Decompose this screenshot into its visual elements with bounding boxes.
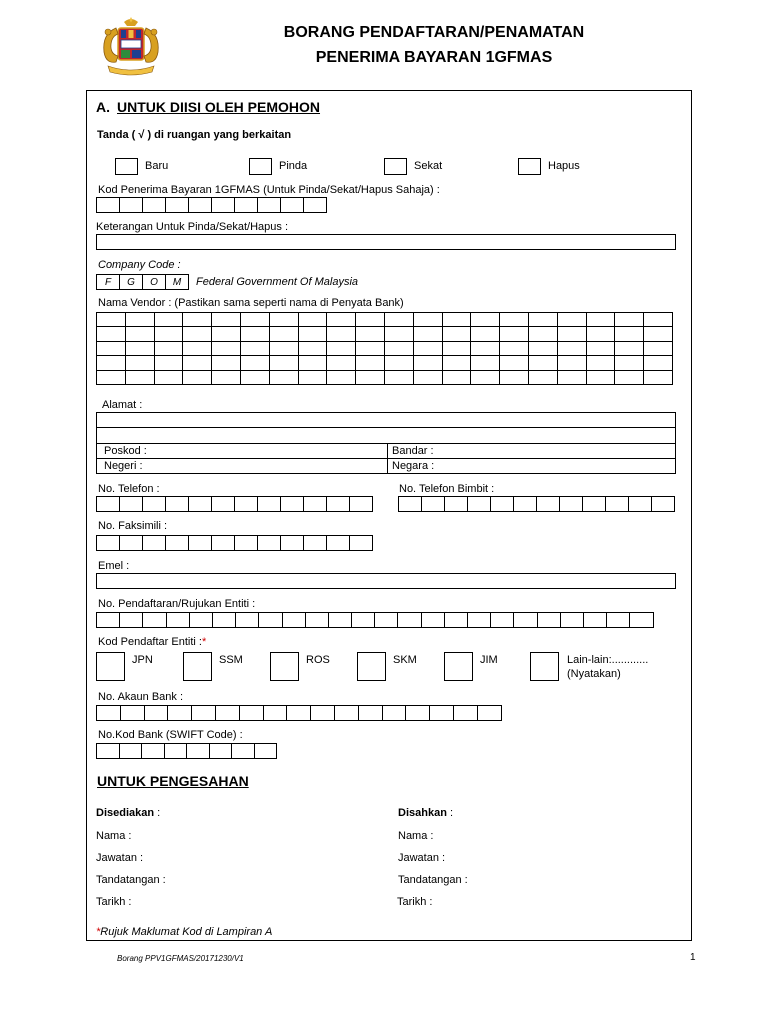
label-ssm: SSM	[219, 654, 243, 666]
grid-cell[interactable]	[327, 327, 356, 341]
company-code-label: Company Code :	[98, 259, 181, 271]
char-box[interactable]	[234, 197, 258, 213]
grid-cell[interactable]	[97, 370, 126, 384]
keterangan-label: Keterangan Untuk Pinda/Sekat/Hapus :	[96, 221, 289, 233]
grid-cell[interactable]	[298, 313, 327, 327]
char-box[interactable]	[211, 535, 235, 551]
char-box[interactable]	[397, 612, 421, 628]
char-box[interactable]	[405, 705, 430, 721]
checkbox-lain-lain[interactable]	[530, 652, 559, 681]
footnote	[96, 926, 272, 939]
emel-label: Emel :	[98, 560, 130, 572]
grid-row	[97, 356, 673, 370]
char-box[interactable]	[310, 705, 335, 721]
form-title-line2: PENERIMA BAYARAN 1GFMAS	[315, 49, 553, 66]
grid-cell[interactable]	[615, 341, 644, 355]
char-box[interactable]	[257, 496, 281, 512]
alamat-line1[interactable]	[96, 412, 676, 428]
company-code-char: M	[165, 274, 189, 290]
grid-cell[interactable]	[557, 370, 586, 384]
grid-cell[interactable]	[413, 356, 442, 370]
grid-cell[interactable]	[240, 341, 269, 355]
char-box[interactable]	[351, 612, 375, 628]
char-box[interactable]	[326, 496, 350, 512]
char-box[interactable]	[188, 197, 212, 213]
char-box[interactable]	[374, 612, 398, 628]
grid-cell[interactable]	[557, 327, 586, 341]
form-title-line1: BORANG PENDAFTARAN/PENAMATAN	[283, 24, 585, 41]
char-box[interactable]	[513, 612, 537, 628]
grid-cell[interactable]	[240, 313, 269, 327]
char-box[interactable]	[96, 197, 120, 213]
grid-cell[interactable]	[528, 313, 557, 327]
grid-cell[interactable]	[97, 341, 126, 355]
grid-cell[interactable]	[413, 370, 442, 384]
char-box[interactable]	[490, 612, 514, 628]
char-box[interactable]	[651, 496, 675, 512]
grid-cell[interactable]	[298, 356, 327, 370]
grid-cell[interactable]	[356, 370, 385, 384]
grid-cell[interactable]	[327, 356, 356, 370]
char-box[interactable]	[583, 612, 607, 628]
grid-cell[interactable]	[212, 327, 241, 341]
grid-cell[interactable]	[644, 356, 673, 370]
grid-cell[interactable]	[154, 341, 183, 355]
checkbox-jpn[interactable]	[96, 652, 125, 681]
char-box[interactable]	[326, 535, 350, 551]
char-box[interactable]	[536, 496, 560, 512]
char-box[interactable]	[211, 496, 235, 512]
nama-vendor-grid[interactable]	[96, 312, 673, 385]
char-box[interactable]	[188, 535, 212, 551]
grid-cell[interactable]	[240, 356, 269, 370]
grid-cell[interactable]	[442, 341, 471, 355]
char-box[interactable]	[467, 496, 491, 512]
akaun-bank-label: No. Akaun Bank :	[98, 691, 183, 703]
grid-cell[interactable]	[97, 327, 126, 341]
char-box[interactable]	[119, 197, 143, 213]
label-skm: SKM	[393, 654, 417, 666]
kod-pendaftar-text: Kod Pendaftar Entiti :	[98, 636, 202, 648]
grid-cell[interactable]	[500, 327, 529, 341]
char-box[interactable]	[282, 612, 306, 628]
telefon-boxes[interactable]	[96, 496, 373, 512]
char-box[interactable]	[629, 612, 653, 628]
pengesahan-title: UNTUK PENGESAHAN	[97, 773, 249, 789]
char-box[interactable]	[231, 743, 255, 759]
telefon-bimbit-label: No. Telefon Bimbit :	[399, 483, 495, 495]
bandar-label: Bandar :	[392, 445, 434, 457]
grid-cell[interactable]	[644, 313, 673, 327]
grid-cell[interactable]	[240, 370, 269, 384]
grid-cell[interactable]	[384, 313, 413, 327]
char-box[interactable]	[239, 705, 264, 721]
alamat-label: Alamat :	[102, 399, 143, 411]
char-box[interactable]	[234, 535, 258, 551]
grid-cell[interactable]	[615, 313, 644, 327]
char-box[interactable]	[263, 705, 288, 721]
char-box[interactable]	[280, 496, 304, 512]
disahkan-nama-label: Nama :	[398, 830, 434, 842]
grid-cell[interactable]	[644, 341, 673, 355]
label-jim: JIM	[480, 654, 498, 666]
char-box[interactable]	[628, 496, 652, 512]
kod-bank-boxes[interactable]	[96, 743, 277, 759]
grid-cell[interactable]	[557, 341, 586, 355]
grid-cell[interactable]	[528, 370, 557, 384]
char-box[interactable]	[257, 197, 281, 213]
char-box[interactable]	[559, 496, 583, 512]
company-code-boxes	[96, 274, 189, 290]
negeri-label: Negeri :	[104, 460, 143, 472]
char-box[interactable]	[215, 705, 240, 721]
char-box[interactable]	[96, 535, 120, 551]
label-pinda: Pinda	[279, 160, 308, 172]
footnote-star: *	[96, 926, 101, 938]
grid-cell[interactable]	[413, 327, 442, 341]
grid-cell[interactable]	[356, 341, 385, 355]
disediakan-nama-label: Nama :	[96, 830, 132, 842]
char-box[interactable]	[119, 535, 143, 551]
grid-cell[interactable]	[384, 341, 413, 355]
grid-cell[interactable]	[528, 341, 557, 355]
grid-cell[interactable]	[471, 341, 500, 355]
grid-cell[interactable]	[500, 313, 529, 327]
char-box[interactable]	[186, 743, 210, 759]
disahkan-tandatangan-label: Tandatangan :	[398, 874, 468, 886]
company-code-char: G	[119, 274, 143, 290]
char-box[interactable]	[142, 535, 166, 551]
char-box[interactable]	[188, 496, 212, 512]
char-box[interactable]	[605, 496, 629, 512]
char-box[interactable]	[119, 496, 143, 512]
grid-cell[interactable]	[384, 356, 413, 370]
grid-cell[interactable]	[212, 370, 241, 384]
char-box[interactable]	[142, 197, 166, 213]
checkbox-ros[interactable]	[270, 652, 299, 681]
disahkan-tarikh-label: Tarikh :	[397, 896, 433, 908]
grid-cell[interactable]	[298, 327, 327, 341]
checkbox-ssm[interactable]	[183, 652, 212, 681]
grid-row	[97, 313, 673, 327]
emel-field[interactable]	[96, 573, 676, 589]
grid-row	[97, 341, 673, 355]
company-code-char: F	[96, 274, 120, 290]
checkbox-pinda[interactable]	[249, 158, 272, 175]
grid-cell[interactable]	[586, 356, 615, 370]
grid-cell[interactable]	[269, 356, 298, 370]
disediakan-colon: :	[154, 807, 161, 819]
grid-cell[interactable]	[442, 356, 471, 370]
char-box[interactable]	[165, 197, 189, 213]
disahkan-jawatan-label: Jawatan :	[398, 852, 446, 864]
grid-cell[interactable]	[471, 370, 500, 384]
char-box[interactable]	[303, 496, 327, 512]
char-box[interactable]	[560, 612, 584, 628]
char-box[interactable]	[96, 496, 120, 512]
instruction-text: Tanda ( √ ) di ruangan yang berkaitan	[97, 129, 292, 141]
grid-cell[interactable]	[154, 327, 183, 341]
checkbox-hapus[interactable]	[518, 158, 541, 175]
grid-cell[interactable]	[442, 370, 471, 384]
label-lain-lain: Lain-lain:............	[567, 654, 649, 666]
char-box[interactable]	[235, 612, 259, 628]
char-box[interactable]	[421, 496, 445, 512]
char-box[interactable]	[303, 197, 327, 213]
grid-cell[interactable]	[240, 327, 269, 341]
char-box[interactable]	[144, 705, 169, 721]
char-box[interactable]	[453, 705, 478, 721]
char-box[interactable]	[142, 496, 166, 512]
telefon-bimbit-boxes[interactable]	[398, 496, 675, 512]
char-box[interactable]	[444, 496, 468, 512]
nama-vendor-label: Nama Vendor : (Pastikan sama seperti nama di Penyata Bank)	[98, 297, 404, 309]
char-box[interactable]	[96, 705, 121, 721]
disediakan-text: Disediakan	[96, 807, 155, 819]
char-box[interactable]	[477, 705, 502, 721]
char-box[interactable]	[258, 612, 282, 628]
char-box[interactable]	[286, 705, 311, 721]
char-box[interactable]	[280, 197, 304, 213]
char-box[interactable]	[429, 705, 454, 721]
grid-cell[interactable]	[384, 327, 413, 341]
grid-cell[interactable]	[528, 327, 557, 341]
grid-cell[interactable]	[269, 341, 298, 355]
grid-cell[interactable]	[125, 341, 154, 355]
grid-cell[interactable]	[154, 356, 183, 370]
kod-bank-label: No.Kod Bank (SWIFT Code) :	[98, 729, 243, 741]
grid-cell[interactable]	[125, 327, 154, 341]
grid-cell[interactable]	[356, 313, 385, 327]
grid-cell[interactable]	[183, 327, 212, 341]
disahkan-label	[398, 807, 453, 820]
grid-cell[interactable]	[183, 341, 212, 355]
disahkan-text: Disahkan	[398, 807, 447, 819]
checkbox-baru[interactable]	[115, 158, 138, 175]
kod-penerima-boxes[interactable]	[96, 197, 327, 213]
grid-cell[interactable]	[327, 313, 356, 327]
grid-cell[interactable]	[154, 313, 183, 327]
grid-cell[interactable]	[557, 313, 586, 327]
grid-cell[interactable]	[356, 327, 385, 341]
disahkan-colon: :	[446, 807, 454, 819]
char-box[interactable]	[303, 535, 327, 551]
char-box[interactable]	[189, 612, 213, 628]
pendaftaran-label: No. Pendaftaran/Rujukan Entiti :	[98, 598, 256, 610]
char-box[interactable]	[141, 743, 165, 759]
grid-cell[interactable]	[183, 370, 212, 384]
char-box[interactable]	[254, 743, 278, 759]
grid-cell[interactable]	[97, 313, 126, 327]
char-box[interactable]	[119, 743, 143, 759]
char-box[interactable]	[280, 535, 304, 551]
char-box[interactable]	[165, 496, 189, 512]
grid-cell[interactable]	[500, 370, 529, 384]
char-box[interactable]	[211, 197, 235, 213]
grid-cell[interactable]	[183, 356, 212, 370]
char-box[interactable]	[191, 705, 216, 721]
char-box[interactable]	[606, 612, 630, 628]
faksimili-label: No. Faksimili :	[98, 520, 168, 532]
grid-cell[interactable]	[298, 341, 327, 355]
grid-cell[interactable]	[413, 341, 442, 355]
grid-cell[interactable]	[183, 313, 212, 327]
checkbox-jim[interactable]	[444, 652, 473, 681]
negara-label: Negara :	[392, 460, 435, 472]
section-a-letter: A.	[96, 99, 110, 115]
grid-cell[interactable]	[586, 327, 615, 341]
disediakan-jawatan-label: Jawatan :	[96, 852, 144, 864]
grid-cell[interactable]	[615, 327, 644, 341]
company-code-char: O	[142, 274, 166, 290]
grid-cell[interactable]	[327, 341, 356, 355]
grid-cell[interactable]	[615, 356, 644, 370]
label-jpn: JPN	[132, 654, 153, 666]
char-box[interactable]	[164, 743, 188, 759]
label-hapus: Hapus	[548, 160, 580, 172]
char-box[interactable]	[305, 612, 329, 628]
akaun-bank-boxes[interactable]	[96, 705, 502, 721]
char-box[interactable]	[234, 496, 258, 512]
form-reference: Borang PPV1GFMAS/20171230/V1	[117, 954, 244, 963]
grid-cell[interactable]	[97, 356, 126, 370]
grid-cell[interactable]	[125, 313, 154, 327]
grid-cell[interactable]	[586, 313, 615, 327]
grid-cell[interactable]	[644, 327, 673, 341]
char-box[interactable]	[490, 496, 514, 512]
grid-cell[interactable]	[442, 313, 471, 327]
grid-cell[interactable]	[125, 356, 154, 370]
grid-cell[interactable]	[471, 356, 500, 370]
grid-cell[interactable]	[327, 370, 356, 384]
checkbox-skm[interactable]	[357, 652, 386, 681]
pendaftaran-boxes[interactable]	[96, 612, 654, 628]
char-box[interactable]	[167, 705, 192, 721]
char-box[interactable]	[382, 705, 407, 721]
char-box[interactable]	[166, 612, 190, 628]
char-box[interactable]	[537, 612, 561, 628]
grid-cell[interactable]	[586, 341, 615, 355]
grid-cell[interactable]	[471, 313, 500, 327]
char-box[interactable]	[421, 612, 445, 628]
disediakan-tandatangan-label: Tandatangan :	[96, 874, 166, 886]
grid-cell[interactable]	[528, 356, 557, 370]
char-box[interactable]	[334, 705, 359, 721]
grid-cell[interactable]	[212, 341, 241, 355]
char-box[interactable]	[513, 496, 537, 512]
grid-cell[interactable]	[586, 370, 615, 384]
grid-cell[interactable]	[356, 356, 385, 370]
grid-cell[interactable]	[269, 313, 298, 327]
faksimili-boxes[interactable]	[96, 535, 373, 551]
company-name: Federal Government Of Malaysia	[196, 276, 359, 288]
label-ros: ROS	[306, 654, 330, 666]
footnote-text: Rujuk Maklumat Kod di Lampiran A	[100, 926, 273, 938]
char-box[interactable]	[582, 496, 606, 512]
grid-row	[97, 327, 673, 341]
char-box[interactable]	[349, 535, 373, 551]
char-box[interactable]	[257, 535, 281, 551]
char-box[interactable]	[165, 535, 189, 551]
grid-cell[interactable]	[269, 327, 298, 341]
grid-cell[interactable]	[557, 356, 586, 370]
char-box[interactable]	[142, 612, 166, 628]
grid-cell[interactable]	[269, 370, 298, 384]
telefon-label: No. Telefon :	[98, 483, 160, 495]
checkbox-sekat[interactable]	[384, 158, 407, 175]
char-box[interactable]	[328, 612, 352, 628]
grid-cell[interactable]	[212, 313, 241, 327]
label-baru: Baru	[145, 160, 169, 172]
grid-cell[interactable]	[384, 370, 413, 384]
grid-cell[interactable]	[442, 327, 471, 341]
required-star: *	[201, 636, 207, 648]
kod-penerima-label: Kod Penerima Bayaran 1GFMAS (Untuk Pinda/Sekat/Hapus Sahaja) :	[98, 184, 440, 196]
kod-pendaftar-label	[98, 636, 206, 649]
alamat-line2[interactable]	[96, 427, 676, 444]
char-box[interactable]	[96, 743, 120, 759]
section-a-title: UNTUK DIISI OLEH PEMOHON	[117, 99, 321, 115]
grid-cell[interactable]	[500, 356, 529, 370]
grid-cell[interactable]	[154, 370, 183, 384]
grid-cell[interactable]	[125, 370, 154, 384]
grid-row	[97, 370, 673, 384]
char-box[interactable]	[358, 705, 383, 721]
char-box[interactable]	[119, 612, 143, 628]
grid-cell[interactable]	[471, 327, 500, 341]
char-box[interactable]	[349, 496, 373, 512]
grid-cell[interactable]	[644, 370, 673, 384]
grid-cell[interactable]	[298, 370, 327, 384]
char-box[interactable]	[444, 612, 468, 628]
char-box[interactable]	[398, 496, 422, 512]
grid-cell[interactable]	[413, 313, 442, 327]
label-nyatakan: (Nyatakan)	[567, 668, 621, 680]
disediakan-tarikh-label: Tarikh :	[96, 896, 132, 908]
disediakan-label	[96, 807, 160, 820]
form-border	[86, 90, 692, 941]
char-box[interactable]	[467, 612, 491, 628]
char-box[interactable]	[212, 612, 236, 628]
char-box[interactable]	[96, 612, 120, 628]
char-box[interactable]	[209, 743, 233, 759]
char-box[interactable]	[120, 705, 145, 721]
keterangan-field[interactable]	[96, 234, 676, 250]
grid-cell[interactable]	[500, 341, 529, 355]
grid-cell[interactable]	[615, 370, 644, 384]
page-number: 1	[690, 952, 696, 963]
poskod-label: Poskod :	[104, 445, 147, 457]
label-sekat: Sekat	[414, 160, 443, 172]
grid-cell[interactable]	[212, 356, 241, 370]
